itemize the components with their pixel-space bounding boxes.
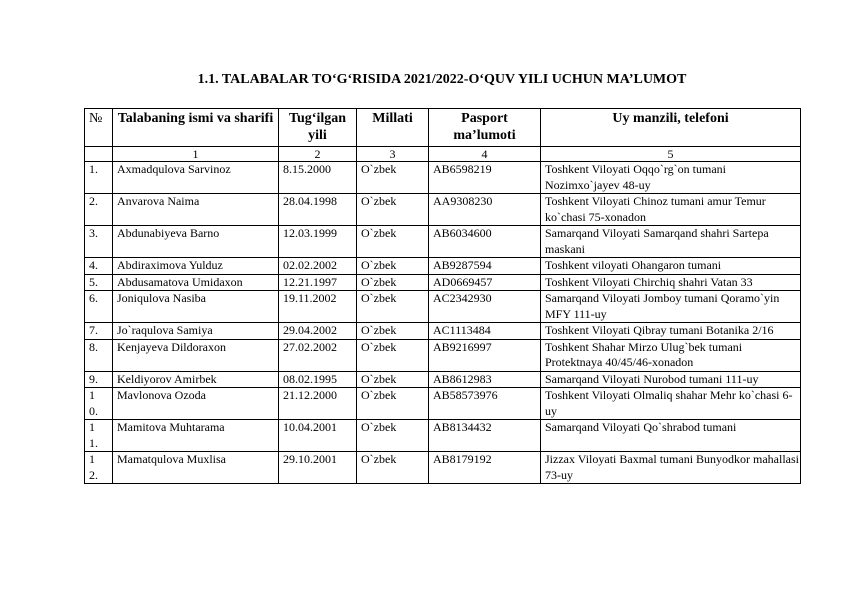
cell-address: Toshkent Viloyati Chirchiq shahri Vatan 33 — [541, 274, 801, 291]
header-nationality: Millati — [357, 109, 429, 147]
cell-full-name: Mavlonova Ozoda — [113, 388, 279, 420]
table-row — [85, 388, 801, 420]
cell-full-name: Abdiraximova Yulduz — [113, 258, 279, 275]
cell-nationality: O`zbek — [357, 274, 429, 291]
header-full-name: Talabaning ismi va sharifi — [113, 109, 279, 147]
table-row — [85, 420, 801, 452]
cell-number: 10. — [85, 388, 113, 420]
cell-number: 7. — [85, 323, 113, 340]
cell-address: Toshkent Shahar Mirzo Ulug`bek tumani Protektnaya 40/45/46-xonadon — [541, 339, 801, 371]
cell-passport: AB8179192 — [429, 452, 541, 484]
cell-nationality: O`zbek — [357, 291, 429, 323]
cell-nationality: O`zbek — [357, 388, 429, 420]
cell-number: 2. — [85, 194, 113, 226]
column-index: 4 — [429, 147, 541, 162]
table-row — [85, 194, 801, 226]
cell-birth-date: 08.02.1995 — [279, 371, 357, 388]
cell-birth-date: 28.04.1998 — [279, 194, 357, 226]
cell-nationality: O`zbek — [357, 258, 429, 275]
cell-full-name: Mamatqulova Muxlisa — [113, 452, 279, 484]
students-table — [84, 108, 801, 484]
cell-number: 3. — [85, 226, 113, 258]
cell-number: 11. — [85, 420, 113, 452]
cell-full-name: Anvarova Naima — [113, 194, 279, 226]
cell-number: 8. — [85, 339, 113, 371]
cell-birth-date: 29.04.2002 — [279, 323, 357, 340]
cell-address: Samarqand Viloyati Nurobod tumani 111-uy — [541, 371, 801, 388]
cell-birth-date: 19.11.2002 — [279, 291, 357, 323]
cell-full-name: Abdunabiyeva Barno — [113, 226, 279, 258]
header-passport: Pasport ma’lumoti — [429, 109, 541, 147]
cell-passport: AB6034600 — [429, 226, 541, 258]
cell-address: Toshkent Viloyati Oqqo`rg`on tumani Nozimxo`jayev 48-uy — [541, 162, 801, 194]
cell-full-name: Joniqulova Nasiba — [113, 291, 279, 323]
cell-birth-date: 21.12.2000 — [279, 388, 357, 420]
cell-nationality: O`zbek — [357, 162, 429, 194]
cell-passport: AB6598219 — [429, 162, 541, 194]
cell-passport: AD0669457 — [429, 274, 541, 291]
cell-address: Toshkent Viloyati Qibray tumani Botanika 2/16 — [541, 323, 801, 340]
cell-number: 9. — [85, 371, 113, 388]
cell-nationality: O`zbek — [357, 194, 429, 226]
cell-passport: AB8134432 — [429, 420, 541, 452]
cell-birth-date: 29.10.2001 — [279, 452, 357, 484]
cell-birth-date: 12.21.1997 — [279, 274, 357, 291]
header-number: № — [85, 109, 113, 147]
table-row — [85, 291, 801, 323]
column-index: 5 — [541, 147, 801, 162]
table-row — [85, 339, 801, 371]
cell-full-name: Mamitova Muhtarama — [113, 420, 279, 452]
cell-full-name: Axmadqulova Sarvinoz — [113, 162, 279, 194]
cell-address: Toshkent viloyati Ohangaron tumani — [541, 258, 801, 275]
table-row — [85, 274, 801, 291]
cell-nationality: O`zbek — [357, 226, 429, 258]
document-title: 1.1. TALABALAR TO‘G‘RISIDA 2021/2022-O‘QUV YILI UCHUN MA’LUMOT — [197, 72, 687, 87]
column-index-row — [85, 147, 801, 162]
cell-full-name: Keldiyorov Amirbek — [113, 371, 279, 388]
cell-passport: AB8612983 — [429, 371, 541, 388]
cell-nationality: O`zbek — [357, 420, 429, 452]
cell-full-name: Abdusamatova Umidaxon — [113, 274, 279, 291]
table-row — [85, 452, 801, 484]
cell-birth-date: 10.04.2001 — [279, 420, 357, 452]
table-row — [85, 162, 801, 194]
cell-passport: AA9308230 — [429, 194, 541, 226]
cell-number: 5. — [85, 274, 113, 291]
cell-address: Toshkent Viloyati Chinoz tumani amur Temur ko`chasi 75-xonadon — [541, 194, 801, 226]
column-index: 2 — [279, 147, 357, 162]
cell-address: Toshkent Viloyati Olmaliq shahar Mehr ko`chasi 6-uy — [541, 388, 801, 420]
cell-passport: AC2342930 — [429, 291, 541, 323]
header-row — [85, 109, 801, 147]
cell-nationality: O`zbek — [357, 371, 429, 388]
column-index: 3 — [357, 147, 429, 162]
table-row — [85, 323, 801, 340]
cell-nationality: O`zbek — [357, 452, 429, 484]
table-row — [85, 258, 801, 275]
cell-number: 12. — [85, 452, 113, 484]
cell-address: Jizzax Viloyati Baxmal tumani Bunyodkor mahallasi 73-uy — [541, 452, 801, 484]
cell-passport: AB9287594 — [429, 258, 541, 275]
cell-birth-date: 27.02.2002 — [279, 339, 357, 371]
cell-birth-date: 12.03.1999 — [279, 226, 357, 258]
cell-number: 4. — [85, 258, 113, 275]
cell-address: Samarqand Viloyati Qo`shrabod tumani — [541, 420, 801, 452]
cell-number: 1. — [85, 162, 113, 194]
cell-full-name: Jo`raqulova Samiya — [113, 323, 279, 340]
cell-passport: AC1113484 — [429, 323, 541, 340]
header-birth-year: Tug‘ilgan yili — [279, 109, 357, 147]
cell-full-name: Kenjayeva Dildoraxon — [113, 339, 279, 371]
cell-birth-date: 8.15.2000 — [279, 162, 357, 194]
cell-nationality: O`zbek — [357, 339, 429, 371]
table-row — [85, 371, 801, 388]
cell-passport: AB9216997 — [429, 339, 541, 371]
table-body — [85, 162, 801, 484]
cell-number: 6. — [85, 291, 113, 323]
cell-address: Samarqand Viloyati Jomboy tumani Qoramo`yin MFY 111-uy — [541, 291, 801, 323]
column-index: 1 — [113, 147, 279, 162]
table-row — [85, 226, 801, 258]
column-index — [85, 147, 113, 162]
cell-address: Samarqand Viloyati Samarqand shahri Sartepa maskani — [541, 226, 801, 258]
cell-birth-date: 02.02.2002 — [279, 258, 357, 275]
cell-passport: AB58573976 — [429, 388, 541, 420]
header-address: Uy manzili, telefoni — [541, 109, 801, 147]
cell-nationality: O`zbek — [357, 323, 429, 340]
